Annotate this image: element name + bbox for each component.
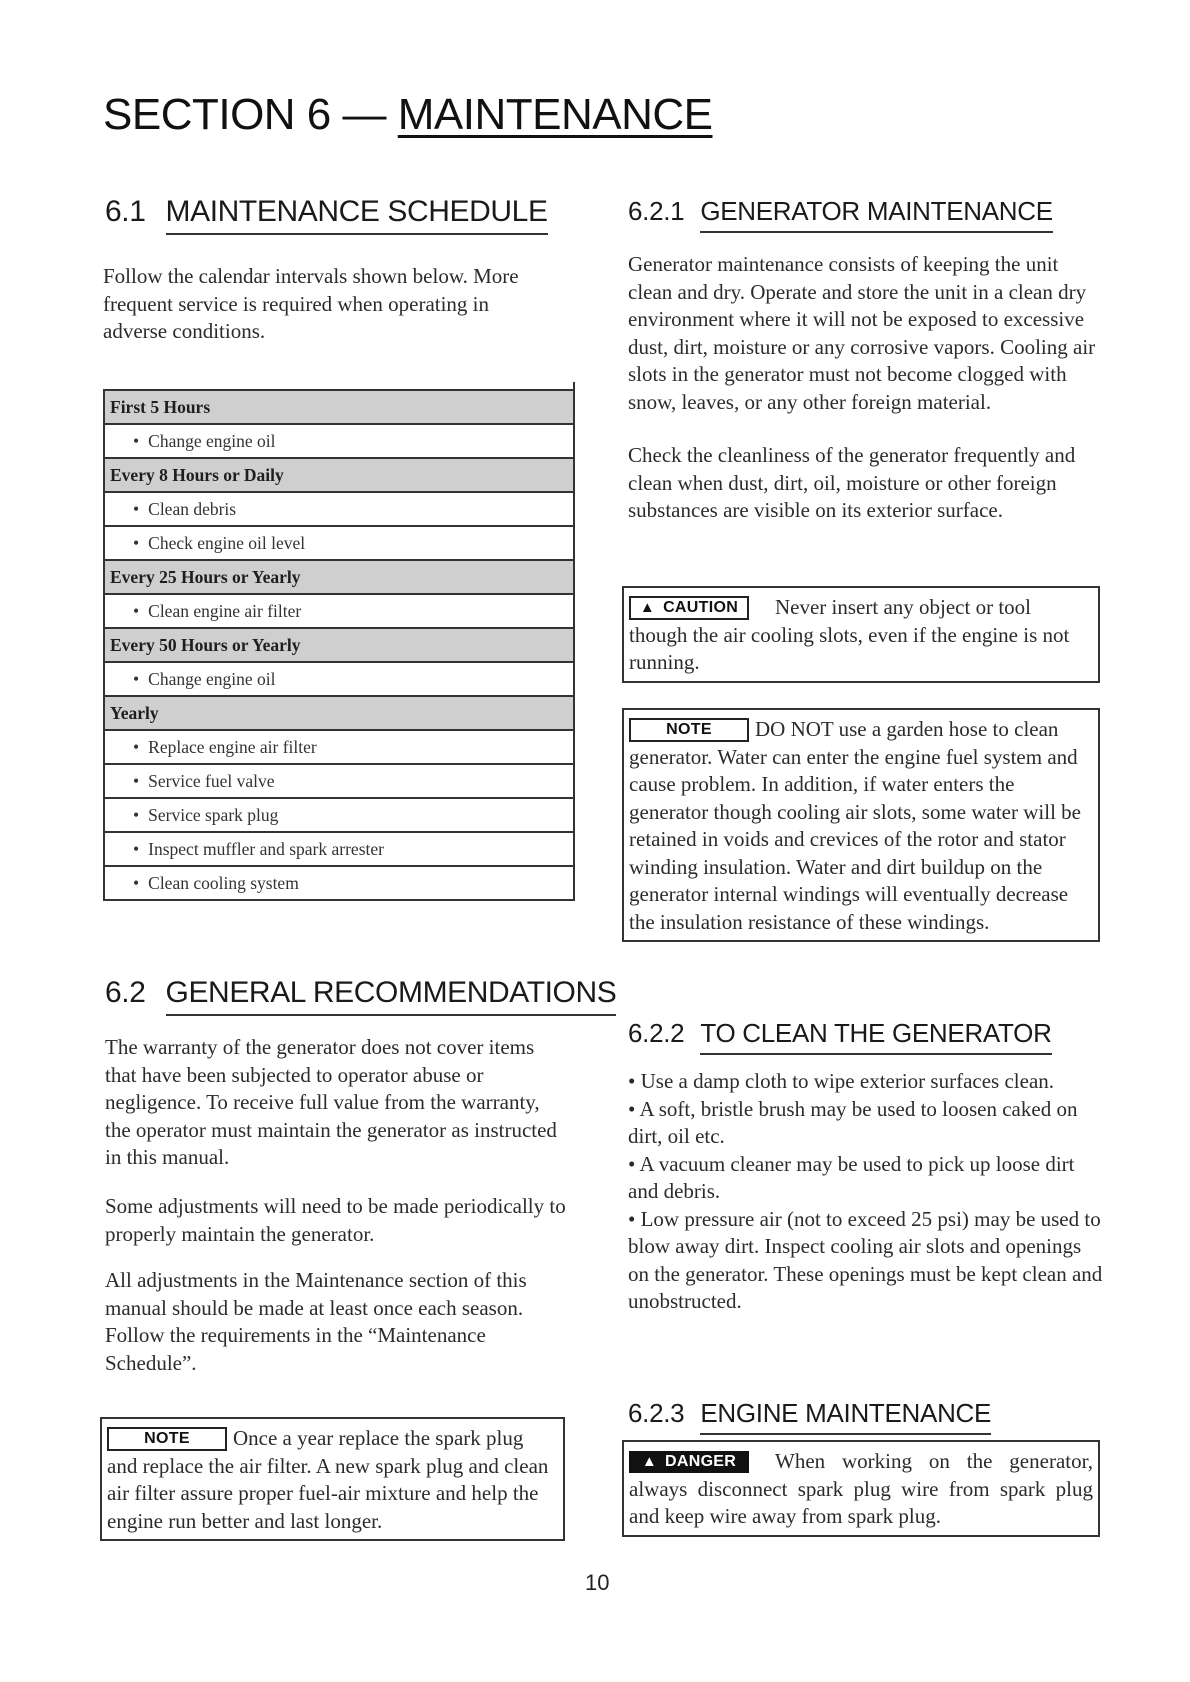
- schedule-cell-text: Change engine oil: [148, 430, 276, 451]
- schedule-task-row: [105, 425, 573, 459]
- schedule-cell-text: Every 8 Hours or Daily: [110, 464, 284, 485]
- heading-text: ENGINE MAINTENANCE: [700, 1398, 991, 1435]
- warning-triangle-icon: ▲: [641, 1453, 657, 1470]
- heading-number: 6.2.2: [628, 1018, 685, 1048]
- heading-text: TO CLEAN THE GENERATOR: [700, 1018, 1051, 1055]
- bullet-icon: •: [133, 804, 140, 825]
- schedule-interval-header: [105, 459, 573, 493]
- heading-6-2-3: [628, 1398, 991, 1435]
- heading-text: GENERATOR MAINTENANCE: [700, 196, 1052, 233]
- bullet-icon: •: [133, 838, 140, 859]
- danger-label-text: DANGER: [665, 1453, 737, 1470]
- bullet-icon: •: [133, 770, 140, 791]
- schedule-cell-text: Service spark plug: [148, 804, 279, 825]
- schedule-task-row: [105, 595, 573, 629]
- schedule-interval-header: [105, 697, 573, 731]
- schedule-cell-text: Clean engine air filter: [148, 600, 302, 621]
- schedule-cell-text: Check engine oil level: [148, 532, 306, 553]
- page-title: [103, 90, 712, 140]
- page-number: 10: [585, 1570, 610, 1595]
- schedule-interval-header: [105, 561, 573, 595]
- recommendations-paragraph-1: The warranty of the generator does not cover items that have been subjected to operator abuse or negligence. To receive full value from the warranty, the operator must maintain the generator as instructed in this manual.: [105, 1035, 557, 1169]
- heading-6-2: [105, 976, 616, 1016]
- schedule-cell-text: Clean cooling system: [148, 872, 299, 893]
- schedule-task-row: [105, 833, 573, 867]
- bullet-icon: •: [133, 498, 140, 519]
- schedule-interval-header: [105, 629, 573, 663]
- generator-maintenance-paragraph-2: Check the cleanliness of the generator frequently and clean when dust, dirt, oil, moisture or other foreign substances are visible on its exterior surface.: [628, 443, 1076, 522]
- section-prefix: SECTION 6 —: [103, 90, 386, 139]
- caution-label-text: CAUTION: [663, 599, 739, 616]
- maintenance-schedule-table: [103, 389, 575, 901]
- generator-maintenance-paragraph-1: Generator maintenance consists of keeping the unit clean and dry. Operate and store the unit in a clean dry environment where it will not be exposed to excessive dust, dirt, moisture or any corrosive vapors. Cooling air slots in the generator must not become clogged with snow, leaves, or any other foreign material.: [628, 252, 1096, 414]
- heading-number: 6.1: [105, 195, 146, 228]
- bullet-icon: •: [133, 600, 140, 621]
- note-box-garden-hose: [622, 708, 1100, 942]
- list-item: • A vacuum cleaner may be used to pick up loose dirt and debris.: [628, 1151, 1075, 1203]
- heading-number: 6.2.1: [628, 196, 685, 226]
- schedule-cell-text: Every 25 Hours or Yearly: [110, 566, 301, 587]
- schedule-interval-header: [105, 391, 573, 425]
- schedule-cell-text: First 5 Hours: [110, 396, 211, 417]
- bullet-icon: •: [133, 736, 140, 757]
- heading-text: MAINTENANCE SCHEDULE: [166, 195, 548, 235]
- caution-box: [622, 586, 1100, 683]
- schedule-task-row: [105, 663, 573, 697]
- note-text: Once a year replace the spark plug and replace the air filter. A new spark plug and clean air filter assure proper fuel-air mixture and help the engine run better and last longer.: [107, 1426, 549, 1533]
- recommendations-paragraph-2: Some adjustments will need to be made periodically to properly maintain the generator.: [105, 1194, 566, 1246]
- heading-6-1: [105, 195, 548, 235]
- schedule-cell-text: Every 50 Hours or Yearly: [110, 634, 301, 655]
- heading-number: 6.2.3: [628, 1398, 685, 1428]
- danger-box: [622, 1440, 1100, 1537]
- section-name: MAINTENANCE: [397, 90, 713, 139]
- cleaning-list: [628, 1068, 1103, 1316]
- schedule-cell-text: Service fuel valve: [148, 770, 275, 791]
- heading-6-2-2: [628, 1018, 1052, 1055]
- danger-label: [629, 1451, 749, 1473]
- schedule-task-row: [105, 765, 573, 799]
- heading-6-2-1: [628, 196, 1053, 233]
- bullet-icon: •: [133, 430, 140, 451]
- caution-text: Never insert any object or tool though the air cooling slots, even if the engine is not running.: [629, 595, 1070, 674]
- recommendations-paragraph-3: All adjustments in the Maintenance section of this manual should be made at least once each season. Follow the requirements in the “Maintenance Schedule”.: [105, 1268, 527, 1375]
- list-item: • Use a damp cloth to wipe exterior surfaces clean.: [628, 1069, 1055, 1093]
- schedule-task-row: [105, 799, 573, 833]
- schedule-intro: Follow the calendar intervals shown below. More frequent service is required when operating in adverse conditions.: [103, 264, 519, 343]
- danger-text: When working on the generator, always disconnect spark plug wire from spark plug and keep wire away from spark plug.: [629, 1449, 1093, 1528]
- note-box-spark-plug: [100, 1417, 565, 1541]
- bullet-icon: •: [133, 532, 140, 553]
- schedule-cell-text: Clean debris: [148, 498, 237, 519]
- warning-triangle-icon: ▲: [639, 599, 656, 616]
- caution-label: [629, 596, 749, 620]
- schedule-task-row: [105, 731, 573, 765]
- note-label: NOTE: [629, 718, 749, 742]
- schedule-cell-text: Inspect muffler and spark arrester: [148, 838, 384, 859]
- heading-text: GENERAL RECOMMENDATIONS: [166, 976, 617, 1016]
- note-text: DO NOT use a garden hose to clean generator. Water can enter the engine fuel system and cause problem. In addition, if water enters the generator though cooling air slots, some water will be retained in voids and crevices of the rotor and stator winding insulation. Water and dirt buildup on the generator internal windings will eventually decrease the insulation resistance of these windings.: [629, 717, 1081, 934]
- schedule-task-row: [105, 527, 573, 561]
- list-item: • Low pressure air (not to exceed 25 psi) may be used to blow away dirt. Inspect cooling air slots and openings on the generator. These openings must be kept clean and unobstructed.: [628, 1206, 1103, 1313]
- bullet-icon: •: [133, 872, 140, 893]
- bullet-icon: •: [133, 668, 140, 689]
- schedule-task-row: [105, 493, 573, 527]
- schedule-task-row: [105, 867, 573, 901]
- note-label: NOTE: [107, 1427, 227, 1451]
- list-item: • A soft, bristle brush may be used to loosen caked on dirt, oil etc.: [628, 1096, 1078, 1148]
- schedule-cell-text: Yearly: [110, 702, 159, 723]
- heading-number: 6.2: [105, 976, 146, 1009]
- schedule-cell-text: Change engine oil: [148, 668, 276, 689]
- schedule-cell-text: Replace engine air filter: [148, 736, 317, 757]
